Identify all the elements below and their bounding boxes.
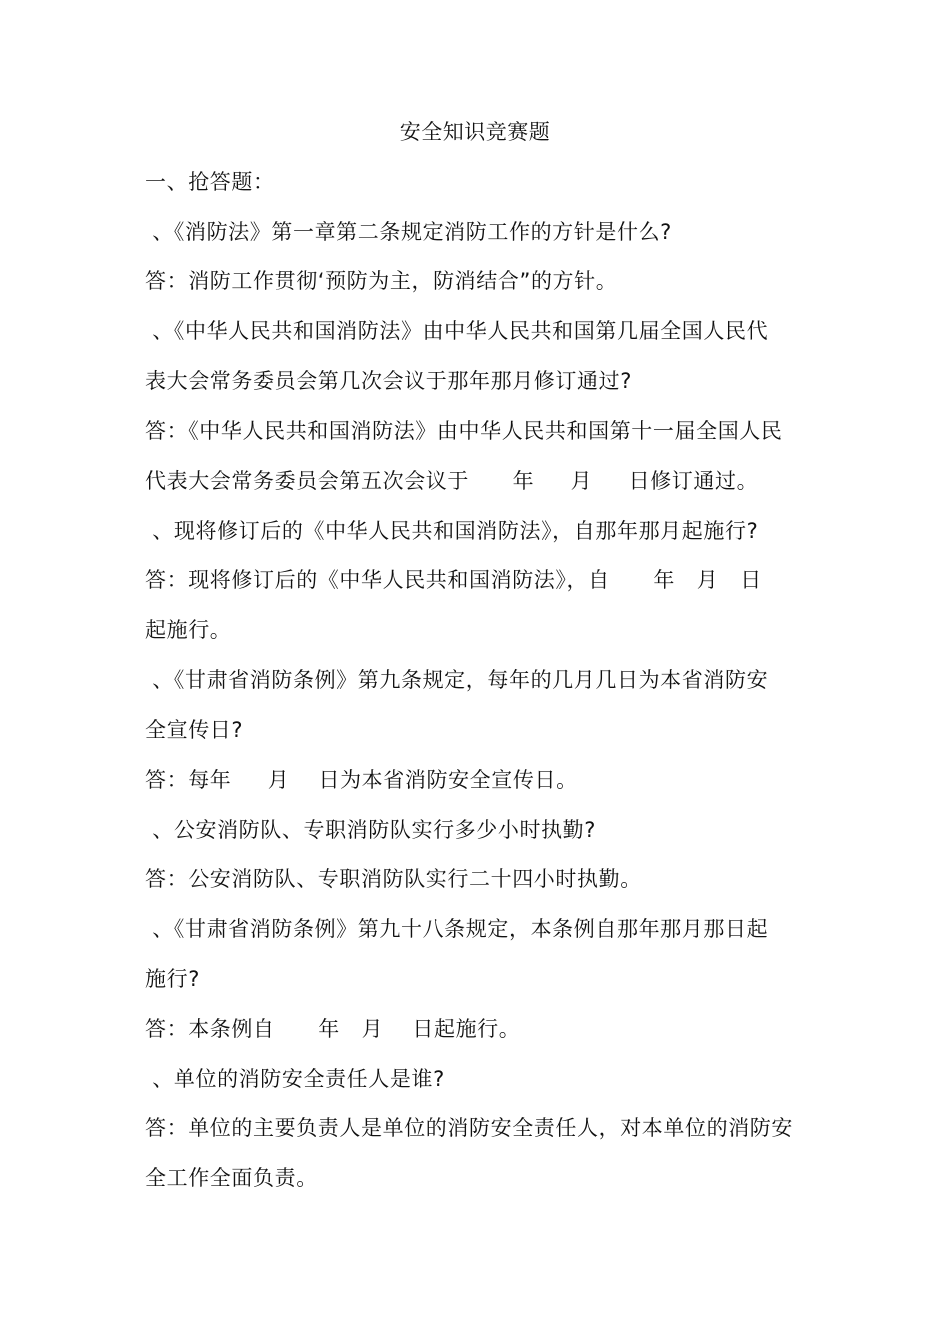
question-line: 施行? [145,967,200,991]
question-line: 、《中华人民共和国消防法》由中华人民共和国第几届全国人民代 [145,319,769,343]
question-line: 、《甘肃省消防条例》第九十八条规定，本条例自那年那月那日起 [145,917,769,941]
question-line: 、《消防法》第一章第二条规定消防工作的方针是什么? [145,220,672,244]
answer-line: 答：消防工作贯彻‘预防为主，防消结合”的方针。 [145,269,618,293]
answer-line: 答：每年 月 日为本省消防安全宣传日。 [145,768,578,792]
question-line: 全宣传日? [145,718,244,742]
question-line: 表大会常务委员会第几次会议于那年那月修订通过? [145,369,632,393]
answer-line: 答：本条例自 年 月 日起施行。 [145,1017,521,1041]
answer-line: 答：《中华人民共和国消防法》由中华人民共和国第十一届全国人民 [145,419,783,443]
answer-line: 答：现将修订后的《中华人民共和国消防法》，自 年 月 日 [145,568,762,592]
page-title: 安全知识竞赛题 [399,120,551,144]
answer-line: 答：公安消防队、专职消防队实行二十四小时执勤。 [145,867,642,891]
answer-line: 起施行。 [145,618,232,642]
question-line: 、单位的消防安全责任人是谁? [145,1067,445,1091]
section-heading: 一、抢答题： [145,170,275,194]
question-line: 、公安消防队、专职消防队实行多少小时执勤? [145,818,597,842]
question-line: 、《甘肃省消防条例》第九条规定，每年的几月几日为本省消防安 [145,668,769,692]
answer-line: 代表大会常务委员会第五次会议于 年 月 日修订通过。 [145,469,759,493]
question-line: 、现将修订后的《中华人民共和国消防法》，自那年那月起施行? [145,519,759,543]
answer-line: 答：单位的主要负责人是单位的消防安全责任人，对本单位的消防安 [145,1116,793,1140]
answer-line: 全工作全面负责。 [145,1166,318,1190]
